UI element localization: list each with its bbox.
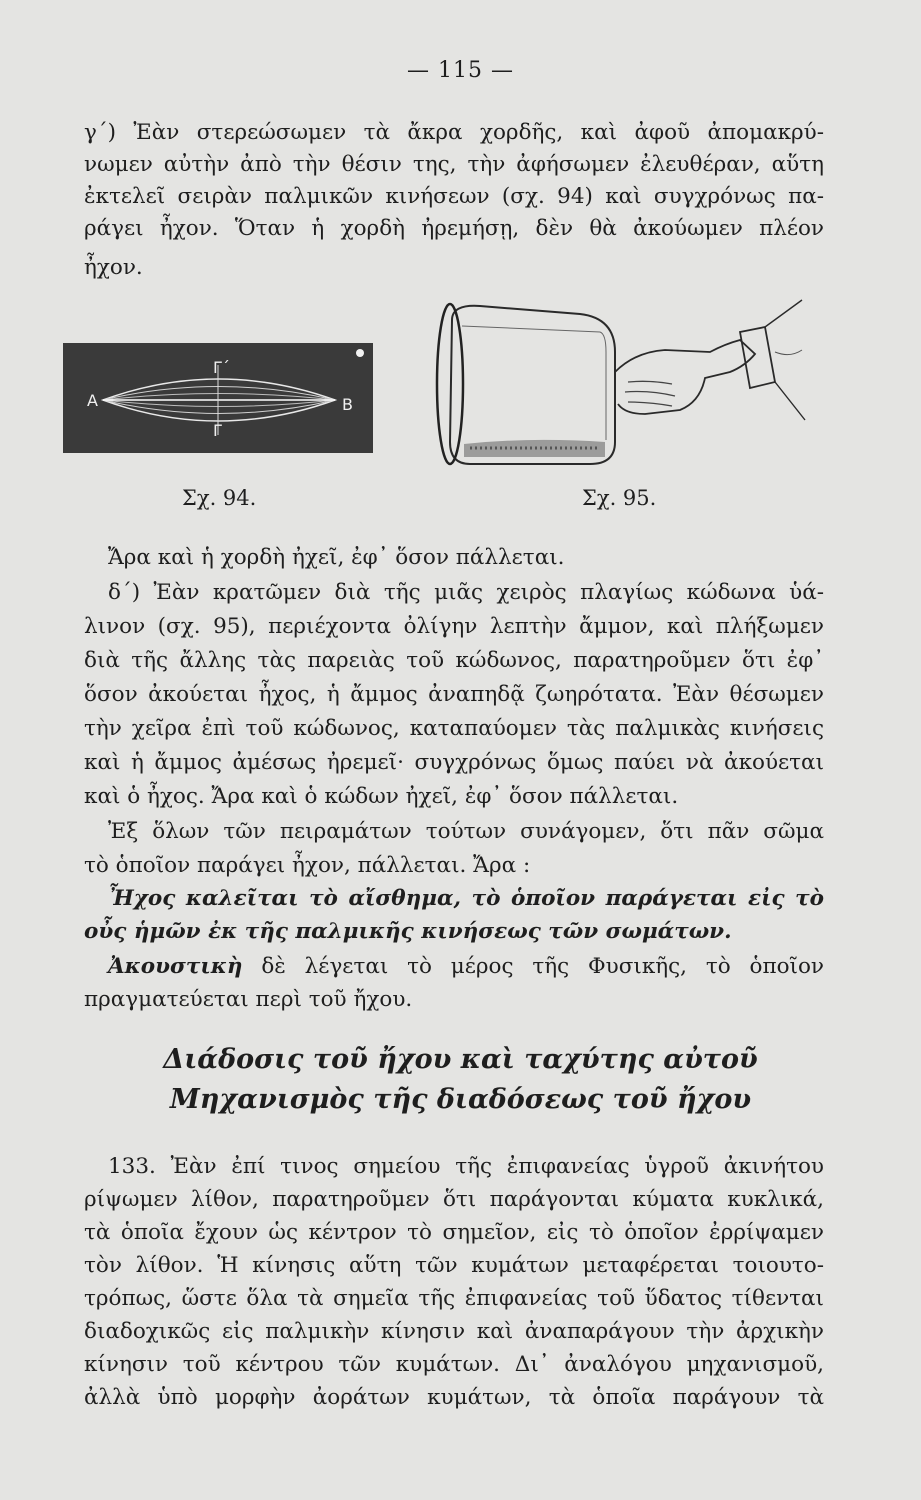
text-line: τὸ ὁποῖον παράγει ἦχον, πάλλεται. Ἄρα : [84, 853, 531, 878]
text-line: ἀλλὰ ὑπὸ μορφὴν ἀοράτων κυμάτων, τὰ ὁποῖα παράγουν τὰ [84, 1385, 824, 1410]
text-line: τὴν χεῖρα ἐπὶ τοῦ κώδωνος, καταπαύομεν τὰς παλμικὰς κινήσεις [84, 716, 824, 741]
section-heading: Διάδοσις τοῦ ἤχου καὶ ταχύτης αὐτοῦ [163, 1044, 758, 1075]
figure-94-caption: Σχ. 94. [182, 486, 257, 510]
text-line: Ἐξ ὅλων τῶν πειραμάτων τούτων συνάγομεν, ὅτι πᾶν σῶμα [108, 819, 824, 844]
label-g-top: Γ΄ [213, 358, 230, 377]
figure-95-caption: Σχ. 95. [582, 486, 657, 510]
section-subheading: Μηχανισμὸς τῆς διαδόσεως τοῦ ἤχου [169, 1084, 752, 1115]
text-line: δ΄) Ἐὰν κρατῶμεν διὰ τῆς μιᾶς χειρὸς πλαγίως κώδωνα ὑά- [108, 580, 824, 605]
acoustics-rest: δὲ λέγεται τὸ μέρος τῆς Φυσικῆς, τὸ ὁποῖον [242, 954, 824, 979]
text-line: νωμεν αὐτὴν ἀπὸ τὴν θέσιν της, τὴν ἀφήσωμεν ἐλευθέραν, αὕτη [84, 152, 824, 177]
text-line: ἦχον. [84, 255, 143, 280]
glass-bell-drawing [410, 292, 820, 487]
text-line: ὅσον ἀκούεται ἦχος, ἡ ἄμμος ἀναπηδᾷ ζωηρότατα. Ἐὰν θέσωμεν [84, 682, 824, 707]
text-line: τὰ ὁποῖα ἔχουν ὡς κέντρον τὸ σημεῖον, εἰς τὸ ὁποῖον ἐρρίψαμεν [84, 1220, 824, 1245]
text-line [108, 952, 824, 982]
text-line: καὶ ἡ ἄμμος ἀμέσως ἠρεμεῖ· συγχρόνως ὅμως παύει νὰ ἀκούεται [84, 750, 824, 775]
acoustics-term: Ἀκουστικὴ [108, 954, 243, 979]
text-line: λινον (σχ. 95), περιέχοντα ὀλίγην λεπτὴν ἄμμον, καὶ πλήξωμεν [84, 614, 824, 639]
text-line: διὰ τῆς ἄλλης τὰς παρειὰς τοῦ κώδωνος, παρατηροῦμεν ὅτι ἐφ᾽ [84, 648, 824, 673]
text-line: γ΄) Ἐὰν στερεώσωμεν τὰ ἄκρα χορδῆς, καὶ ἀφοῦ ἀπομακρύ- [84, 120, 824, 145]
text-line: 133. Ἐὰν ἐπί τινος σημείου τῆς ἐπιφανείας ὑγροῦ ἀκινήτου [108, 1154, 824, 1179]
label-b: Β [342, 395, 353, 414]
figure-94-vibrating-string [63, 343, 373, 453]
figure-95-glass-bell [410, 292, 820, 487]
text-line: ράγει ἦχον. Ὅταν ἡ χορδὴ ἠρεμήσῃ, δὲν θὰ ἀκούωμεν πλέον [84, 216, 824, 241]
text-line: κίνησιν τοῦ κέντρου τῶν κυμάτων. Δι᾽ ἀναλόγου μηχανισμοῦ, [84, 1352, 824, 1377]
text-line: καὶ ὁ ἦχος. Ἄρα καὶ ὁ κώδων ἠχεῖ, ἐφ᾽ ὅσον πάλλεται. [84, 784, 679, 809]
text-line: τὸν λίθον. Ἡ κίνησις αὕτη τῶν κυμάτων μεταφέρεται τοιουτο- [84, 1253, 824, 1278]
text-line: ἐκτελεῖ σειρὰν παλμικῶν κινήσεων (σχ. 94) καὶ συγχρόνως πα- [84, 184, 824, 209]
text-line: πραγματεύεται περὶ τοῦ ἤχου. [84, 987, 413, 1012]
text-line: ρίψωμεν λίθον, παρατηροῦμεν ὅτι παράγονται κύματα κυκλικά, [84, 1187, 824, 1212]
definition-line: οὖς ἡμῶν ἐκ τῆς παλμικῆς κινήσεως τῶν σωμάτων. [84, 919, 732, 944]
text-line: διαδοχικῶς εἰς παλμικὴν κίνησιν καὶ ἀναπαράγουν τὴν ἀρχικὴν [84, 1319, 824, 1344]
text-line: τρόπως, ὥστε ὅλα τὰ σημεῖα τῆς ἐπιφανείας τοῦ ὕδατος τίθενται [84, 1286, 824, 1311]
definition-line: Ἦχος καλεῖται τὸ αἴσθημα, τὸ ὁποῖον παράγεται εἰς τὸ [108, 886, 824, 911]
label-g-bottom: Γ [213, 421, 222, 440]
page-number: — 115 — [407, 58, 514, 83]
text-line: Ἄρα καὶ ἡ χορδὴ ἠχεῖ, ἐφ᾽ ὅσον πάλλεται. [108, 545, 565, 570]
label-a: Α [87, 391, 98, 410]
